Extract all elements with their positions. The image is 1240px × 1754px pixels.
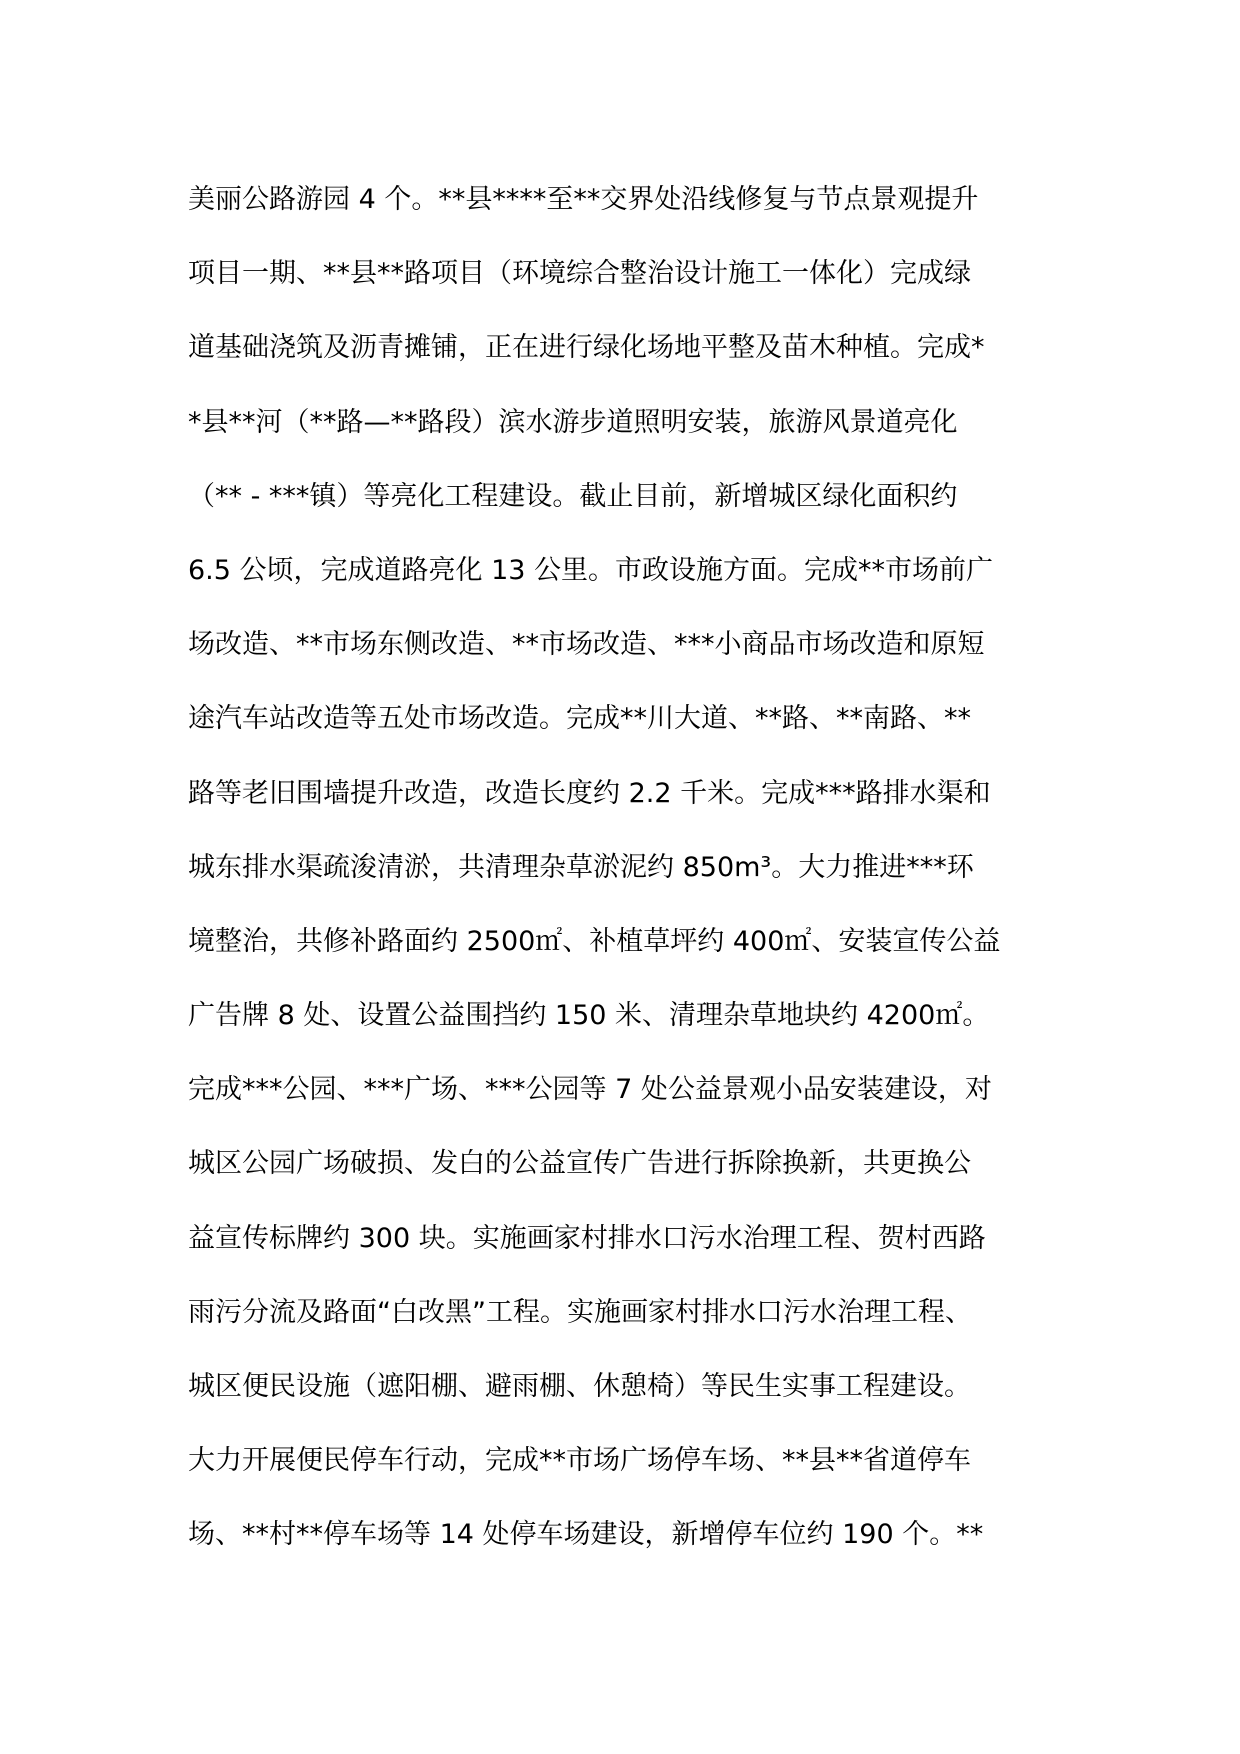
text-line: 益宣传标牌约 300 块。实施画家村排水口污水治理工程、贺村西路: [188, 1222, 986, 1254]
text-line: 大力开展便民停车行动，完成**市场广场停车场、**县**省道停车: [188, 1445, 971, 1477]
text-line: 场改造、**市场东侧改造、**市场改造、***小商品市场改造和原短: [188, 629, 985, 661]
text-line: 场、**村**停车场等 14 处停车场建设，新增停车位约 190 个。**: [188, 1519, 984, 1551]
text-line: （** - ***镇）等亮化工程建设。截止目前，新增城区绿化面积约: [188, 480, 958, 512]
text-line: 雨污分流及路面“白改黑”工程。实施画家村排水口污水治理工程、: [188, 1296, 972, 1328]
text-line: 途汽车站改造等五处市场改造。完成**川大道、**路、**南路、**: [188, 703, 971, 735]
text-line: 城区公园广场破损、发白的公益宣传广告进行拆除换新，共更换公: [188, 1148, 971, 1180]
text-line: 6.5 公顷，完成道路亮化 13 公里。市政设施方面。完成**市场前广: [188, 554, 994, 586]
body-paragraph: [188, 163, 1088, 1573]
text-line: 完成***公园、***广场、***公园等 7 处公益景观小品安装建设，对: [188, 1074, 992, 1106]
text-line: 路等老旧围墙提升改造，改造长度约 2.2 千米。完成***路排水渠和: [188, 777, 991, 809]
text-line: 项目一期、**县**路项目（环境综合整治设计施工一体化）完成绿: [188, 258, 971, 290]
text-line: 境整治，共修补路面约 2500㎡、补植草坪约 400㎡、安装宣传公益: [188, 925, 1001, 957]
text-line: 城区便民设施（遮阳棚、避雨棚、休憩椅）等民生实事工程建设。: [188, 1371, 971, 1402]
text-line: 城东排水渠疏浚清淤，共清理杂草淤泥约 850m³。大力推进***环: [188, 851, 974, 883]
text-line: 广告牌 8 处、设置公益围挡约 150 米、清理杂草地块约 4200㎡。: [188, 1000, 990, 1032]
text-line: 美丽公路游园 4 个。**县****至**交界处沿线修复与节点景观提升: [188, 184, 979, 215]
text-line: *县**河（**路—**路段）滨水游步道照明安装，旅游风景道亮化: [188, 406, 958, 438]
text-line: 道基础浇筑及沥青摊铺，正在进行绿化场地平整及苗木种植。完成*: [188, 332, 985, 364]
